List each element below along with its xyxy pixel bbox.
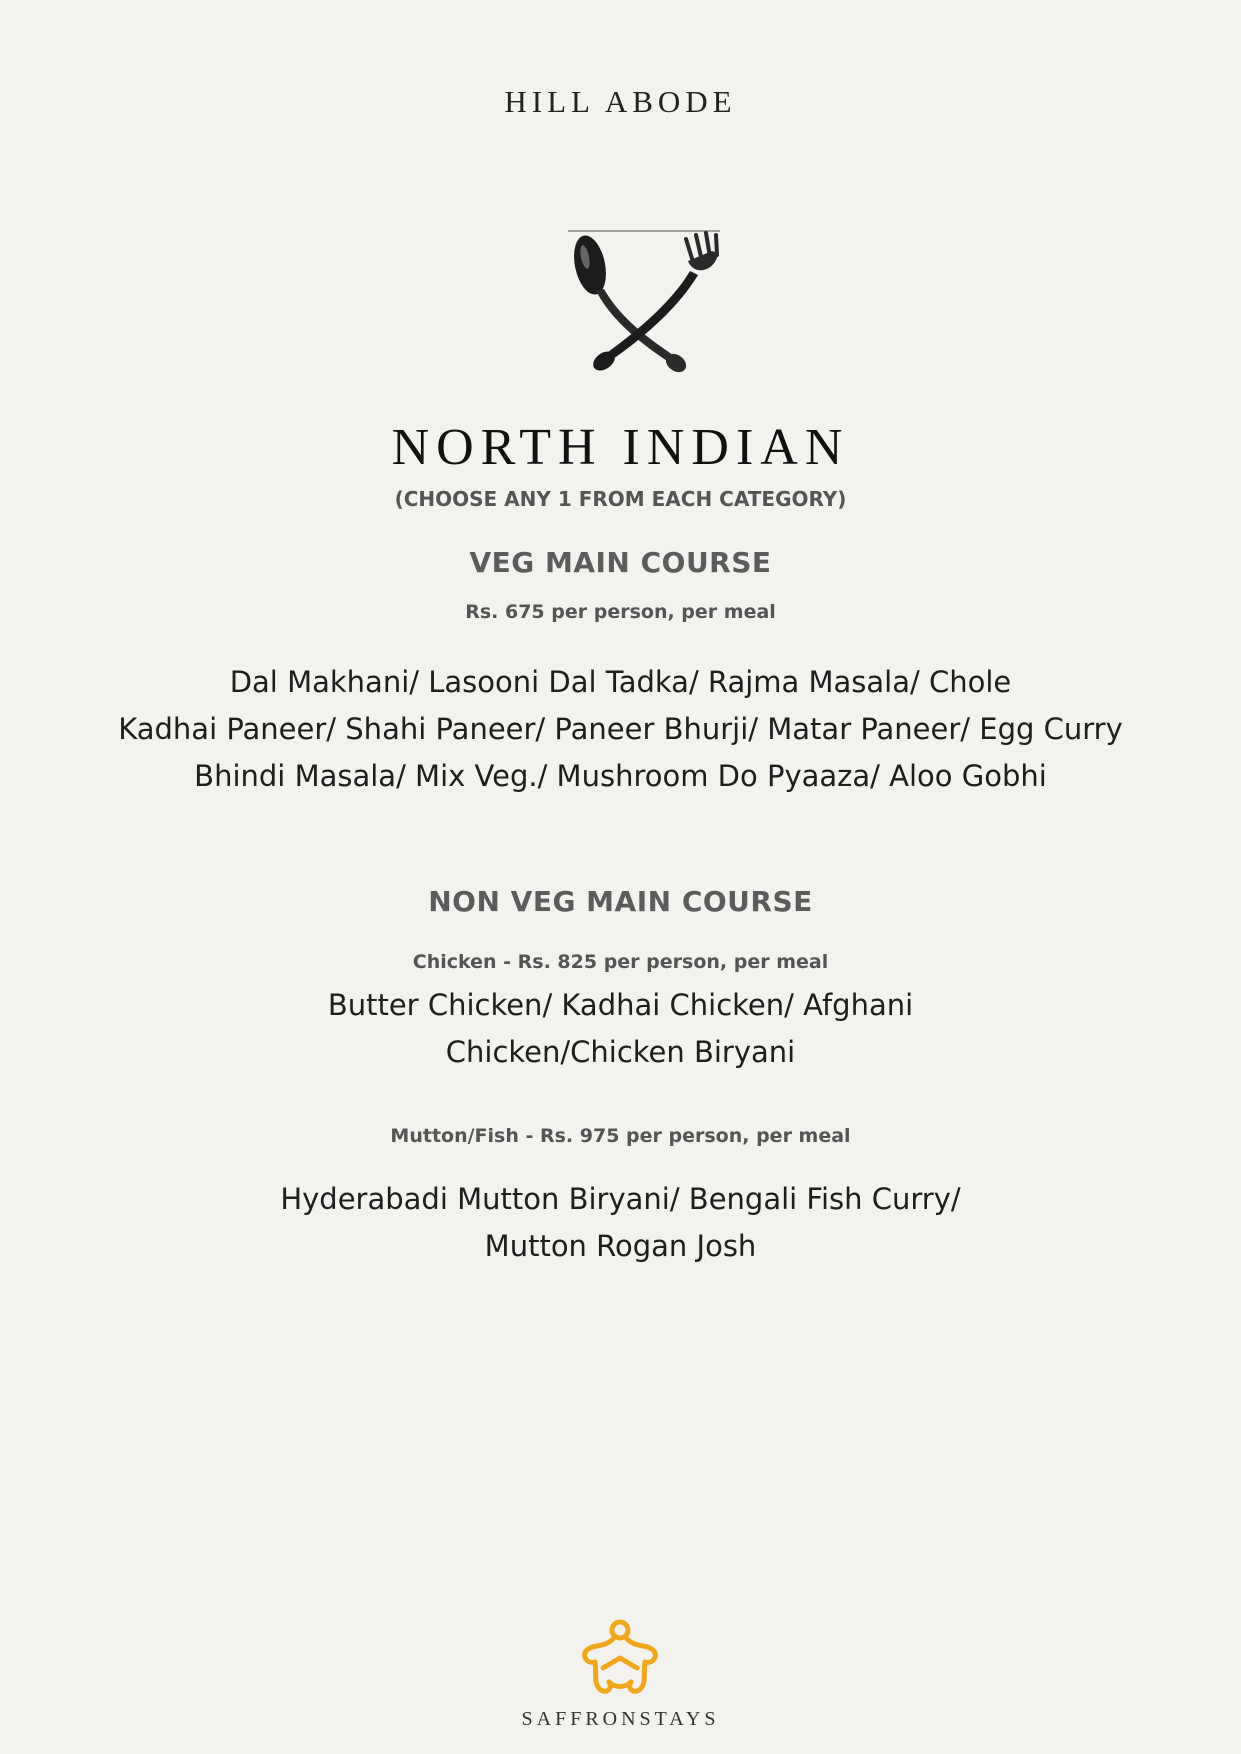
mutton-price: Mutton/Fish - Rs. 975 per person, per meal	[390, 1125, 851, 1147]
veg-price: Rs. 675 per person, per meal	[465, 601, 776, 623]
veg-item-line: Dal Makhani/ Lasooni Dal Tadka/ Rajma Masala/ Chole	[229, 665, 1012, 699]
nonveg-heading: NON VEG MAIN COURSE	[428, 885, 813, 918]
menu-subtitle: (CHOOSE ANY 1 FROM EACH CATEGORY)	[394, 487, 847, 511]
mutton-items	[0, 1176, 1241, 1270]
chicken-price: Chicken - Rs. 825 per person, per meal	[412, 951, 829, 973]
chicken-item-line: Butter Chicken/ Kadhai Chicken/ Afghani	[327, 988, 914, 1022]
chicken-item-line: Chicken/Chicken Biryani	[445, 1035, 796, 1069]
chicken-items	[0, 982, 1241, 1076]
brand-name: HILL ABODE	[504, 84, 737, 119]
veg-items	[0, 659, 1241, 800]
veg-item-line: Kadhai Paneer/ Shahi Paneer/ Paneer Bhurji/ Matar Paneer/ Egg Curry	[118, 712, 1123, 746]
veg-item-line: Bhindi Masala/ Mix Veg./ Mushroom Do Pyaaza/ Aloo Gobhi	[194, 759, 1047, 793]
mutton-item-line: Mutton Rogan Josh	[484, 1229, 757, 1263]
veg-heading: VEG MAIN COURSE	[469, 546, 772, 579]
footer-brand: SAFFRONSTAYS	[521, 1708, 720, 1730]
menu-title: NORTH INDIAN	[391, 419, 850, 476]
mutton-item-line: Hyderabadi Mutton Biryani/ Bengali Fish Curry/	[280, 1182, 961, 1216]
saffronstays-logo-icon	[575, 1618, 665, 1700]
cutlery-icon	[560, 225, 730, 385]
